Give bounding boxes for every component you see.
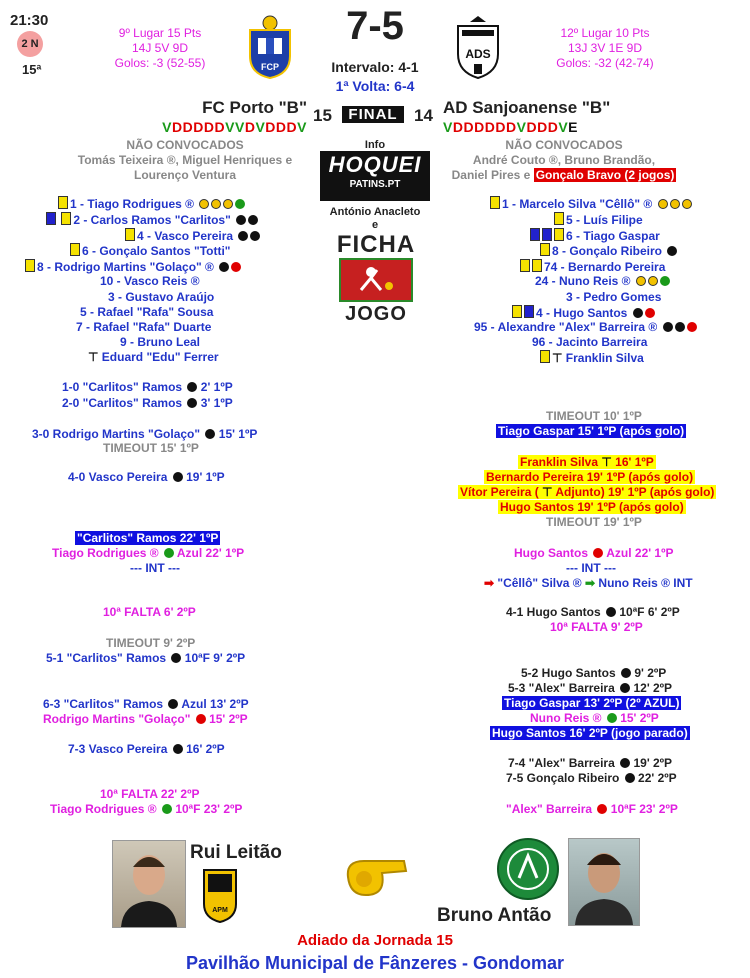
venue: Pavilhão Municipal de Fânzeres - Gondomar: [185, 953, 565, 973]
form-result: D: [547, 119, 559, 135]
blue-card-icon: [530, 228, 540, 241]
home-timeout: TIMEOUT 15' 1ºP: [103, 441, 199, 455]
form-result: D: [265, 119, 276, 135]
blue-card-icon: [46, 212, 56, 225]
away-event: Nuno Reis ® 15' 2ºP: [530, 711, 659, 725]
home-team-name: FC Porto "B": [202, 98, 307, 117]
ficha-label: FICHA: [336, 231, 416, 258]
fc-porto-crest-icon: [246, 14, 294, 85]
sub-in-icon: ➡: [585, 576, 596, 590]
home-player-row: ⊤ Eduard "Edu" Ferrer: [88, 350, 219, 364]
away-player-row: [520, 259, 665, 274]
home-player-row: [120, 335, 200, 349]
form-result: V: [516, 119, 527, 135]
home-player-row: [108, 290, 214, 304]
player-name: Eduard "Edu" Ferrer: [101, 350, 219, 364]
away-event: 7-5 Gonçalo Ribeiro 22' 2ºP: [506, 771, 677, 785]
form-result: D: [275, 119, 287, 135]
player-name: 8 - Gonçalo Ribeiro: [552, 244, 663, 258]
away-nao-convocados: [378, 138, 750, 183]
ficha-jogo-logo: [322, 232, 430, 328]
section-title: NÃO CONVOCADOS: [505, 138, 623, 152]
interval-marker: --- INT ---: [566, 561, 616, 575]
ficha-player-icon: [339, 258, 413, 302]
away-event: 4-1 Hugo Santos 10ªF 6' 2ºP: [506, 605, 680, 619]
away-blue-card-event: Tiago Gaspar 13' 2ºP (2º AZUL): [504, 696, 680, 710]
home-player-row: [80, 305, 213, 319]
away-ranking: 14: [414, 106, 433, 125]
card-icon: [61, 212, 71, 225]
player-name: 74 - Bernardo Pereira: [544, 260, 666, 274]
postponed-note: Adiado da Jornada 15: [297, 932, 453, 949]
player-name: 2 - Carlos Ramos "Carlitos": [73, 213, 231, 227]
section-title: NÃO CONVOCADOS: [126, 138, 244, 152]
goal-icon: [682, 199, 692, 209]
away-red-card-event: Vítor Pereira ( ⊤ Adjunto) 19' 1ºP (após golo): [460, 485, 715, 499]
red-card-icon: [645, 308, 655, 318]
blue-card-icon: [524, 305, 534, 318]
referee2-name: Bruno Antão: [437, 905, 552, 926]
away-logo-text: ADS: [465, 47, 491, 61]
away-player-row: ⊤ Franklin Silva: [540, 350, 644, 365]
player-name: 9 - Bruno Leal: [120, 335, 201, 349]
form-result: D: [182, 119, 194, 135]
home-event: Tiago Rodrigues ® 10ªF 23' 2ºP: [50, 802, 243, 816]
form-result: D: [495, 119, 506, 135]
goal-icon: [667, 246, 677, 256]
green-card-icon: [660, 276, 670, 286]
form-result: D: [537, 119, 548, 135]
apm-badge-text: APM: [212, 907, 228, 914]
green-card-icon: [235, 199, 245, 209]
form-result: V: [297, 119, 307, 135]
nao-convocados-line: André Couto ®, Bruno Brandão,: [472, 153, 656, 167]
goal-icon: [199, 199, 209, 209]
suspended-player: Gonçalo Bravo (2 jogos): [535, 168, 675, 182]
goal-icon: [636, 276, 646, 286]
goal-icon: [606, 607, 616, 617]
card-icon: [58, 196, 68, 209]
svg-text:FCP: FCP: [261, 62, 279, 72]
final-score: 7-5: [346, 4, 404, 48]
goal-icon: [219, 262, 229, 272]
goal-icon: [187, 382, 197, 392]
goal-icon: [238, 231, 248, 241]
form-result: D: [463, 119, 475, 135]
away-player-row: [554, 212, 643, 227]
away-red-card-event: Bernardo Pereira 19' 1ºP (após golo): [486, 470, 694, 484]
player-name: 24 - Nuno Reis ®: [535, 274, 631, 288]
blue-card-icon: [542, 228, 552, 241]
card-icon: [532, 259, 542, 272]
referee2-photo: [568, 838, 640, 926]
jogo-label: JOGO: [345, 303, 407, 325]
goal-icon: [236, 215, 246, 225]
form-result: V: [443, 119, 453, 135]
card-icon: [554, 228, 564, 241]
goal-icon: [173, 472, 183, 482]
away-stats-line: 13J 3V 1E 9D: [567, 41, 643, 55]
goal-icon: [621, 668, 631, 678]
home-stats-line: Golos: -3 (52-55): [114, 56, 206, 70]
red-card-icon: [593, 548, 603, 558]
home-foul: 10ª FALTA 6' 2ºP: [103, 605, 196, 619]
goal-icon: [675, 322, 685, 332]
ap-lisboa-badge-icon: [497, 838, 559, 900]
nao-convocados-line: Daniel Pires e: [451, 168, 531, 182]
first-leg-score: 1ª Volta: 6-4: [335, 78, 415, 94]
substitution-event: ➡ "Cêllô" Silva ® ➡ Nuno Reis ® INT: [484, 576, 693, 590]
player-name: 4 - Vasco Pereira: [137, 229, 234, 243]
goal-icon: [250, 231, 260, 241]
player-name: 95 - Alexandre "Alex" Barreira ®: [474, 320, 658, 334]
away-event: 5-3 "Alex" Barreira 12' 2ºP: [508, 681, 673, 695]
player-name: 1 - Tiago Rodrigues ®: [70, 197, 194, 211]
goal-icon: [187, 398, 197, 408]
form-result: D: [244, 119, 256, 135]
home-event: Rodrigo Martins "Golaço" 15' 2ºP: [43, 712, 248, 726]
card-icon: [490, 196, 500, 209]
goal-icon: [211, 199, 221, 209]
away-player-row: [566, 290, 661, 304]
away-event: 7-4 "Alex" Barreira 19' 2ºP: [508, 756, 673, 770]
card-icon: [554, 212, 564, 225]
round-badge: 2 N: [17, 31, 43, 57]
home-player-row: [25, 259, 241, 274]
goal-icon: [633, 308, 643, 318]
away-player-row: [490, 196, 692, 211]
away-team-name: AD Sanjoanense "B": [443, 98, 611, 117]
player-name: 10 - Vasco Reis ®: [100, 274, 200, 288]
form-result: D: [172, 119, 183, 135]
home-event: 2-0 "Carlitos" Ramos 3' 1ºP: [62, 396, 233, 410]
player-name: 6 - Gonçalo Santos "Totti": [82, 244, 231, 258]
home-form: [162, 119, 307, 135]
form-result: V: [225, 119, 235, 135]
card-icon: [125, 228, 135, 241]
form-result: D: [214, 119, 226, 135]
sub-out-icon: ➡: [484, 576, 495, 590]
away-player-row: [512, 305, 655, 320]
form-result: V: [162, 119, 172, 135]
home-event: 5-1 "Carlitos" Ramos 10ªF 9' 2ºP: [46, 651, 246, 665]
home-player-row: [100, 274, 200, 288]
away-player-row: [535, 274, 670, 288]
home-nao-convocados: [0, 138, 370, 183]
form-result: D: [526, 119, 538, 135]
form-result: D: [505, 119, 517, 135]
round-position: 15ª: [22, 62, 42, 77]
card-icon: [512, 305, 522, 318]
goal-icon: [625, 773, 635, 783]
form-result: D: [474, 119, 485, 135]
form-result: D: [484, 119, 496, 135]
form-result: D: [286, 119, 298, 135]
hoquei-logo-text: HOQUEI: [328, 152, 422, 177]
home-event: 6-3 "Carlitos" Ramos Azul 13' 2ºP: [43, 697, 249, 711]
player-name: 5 - Luís Filipe: [566, 213, 643, 227]
red-card-icon: [231, 262, 241, 272]
card-icon: [70, 243, 80, 256]
interval-marker: --- INT ---: [130, 561, 180, 575]
away-event: "Alex" Barreira 10ªF 23' 2ºP: [506, 802, 678, 816]
card-icon: [25, 259, 35, 272]
player-name: 3 - Gustavo Araújo: [108, 290, 215, 304]
player-name: 6 - Tiago Gaspar: [566, 229, 660, 243]
away-player-row: [532, 335, 647, 349]
form-result: V: [558, 119, 569, 135]
home-timeout: TIMEOUT 9' 2ºP: [106, 636, 196, 650]
nao-convocados-line: Tomás Teixeira ®, Miguel Henriques e: [77, 153, 293, 167]
away-form: [443, 119, 578, 135]
goal-icon: [173, 744, 183, 754]
form-result: V: [255, 119, 266, 135]
goal-icon: [223, 199, 233, 209]
green-card-icon: [607, 713, 617, 723]
home-player-row: [125, 228, 260, 243]
info-label: Info: [364, 139, 386, 151]
away-red-card-event: Franklin Silva ⊤ 16' 1ºP: [520, 455, 654, 469]
home-ranking: 15: [313, 106, 332, 125]
home-event: 1-0 "Carlitos" Ramos 2' 1ºP: [62, 380, 233, 394]
away-player-row: [530, 228, 660, 243]
home-player-row: [58, 196, 245, 211]
player-name: 3 - Pedro Gomes: [566, 290, 662, 304]
home-event: 4-0 Vasco Pereira 19' 1ºP: [68, 470, 225, 484]
away-player-row: [540, 243, 677, 258]
player-name: 4 - Hugo Santos: [536, 306, 628, 320]
form-result: V: [234, 119, 245, 135]
goal-icon: [620, 758, 630, 768]
goal-icon: [658, 199, 668, 209]
apm-badge-icon: [200, 866, 240, 924]
home-stats-line: 14J 5V 9D: [131, 41, 189, 55]
goal-icon: [648, 276, 658, 286]
red-card-icon: [597, 804, 607, 814]
goal-icon: [205, 429, 215, 439]
away-stats-line: Golos: -32 (42-74): [556, 56, 654, 70]
away-stats: [525, 26, 685, 71]
referee1-name: Rui Leitão: [190, 842, 282, 863]
green-card-icon: [164, 548, 174, 558]
card-icon: [540, 243, 550, 256]
home-player-row: [70, 243, 231, 258]
home-event: 7-3 Vasco Pereira 16' 2ºP: [68, 742, 225, 756]
author-and: e: [371, 219, 379, 231]
author-name: António Anacleto: [329, 206, 421, 218]
hoquei-logo-subtext: PATINS.PT: [349, 179, 401, 190]
away-blue-card-event: Hugo Santos 16' 2ºP (jogo parado): [492, 726, 688, 740]
card-icon: [520, 259, 530, 272]
form-result: D: [203, 119, 215, 135]
home-event: 3-0 Rodrigo Martins "Golaço" 15' 1ºP: [32, 427, 258, 441]
goal-icon: [248, 215, 258, 225]
away-red-card-event: Hugo Santos 19' 1ºP (após golo): [500, 500, 684, 514]
player-name: Franklin Silva: [565, 351, 644, 365]
home-stats-line: 9º Lugar 15 Pts: [118, 26, 202, 40]
form-result: D: [193, 119, 204, 135]
goal-icon: [670, 199, 680, 209]
home-player-row: [46, 212, 258, 227]
away-blue-card-event: Tiago Gaspar 15' 1ºP (após golo): [498, 424, 685, 438]
card-icon: [540, 350, 550, 363]
away-timeout: TIMEOUT 10' 1ºP: [546, 409, 642, 423]
goal-icon: [620, 683, 630, 693]
referee1-photo: [112, 840, 186, 928]
home-stats: [80, 26, 240, 71]
home-blue-card-event: "Carlitos" Ramos 22' 1ºP: [77, 531, 219, 545]
green-card-icon: [162, 804, 172, 814]
away-stats-line: 12º Lugar 10 Pts: [560, 26, 650, 40]
home-player-row: [76, 320, 211, 334]
halftime-score: Intervalo: 4-1: [331, 59, 419, 75]
away-event: Hugo Santos Azul 22' 1ºP: [514, 546, 674, 560]
away-event: 5-2 Hugo Santos 9' 2ºP: [521, 666, 667, 680]
final-badge: FINAL: [342, 106, 404, 123]
home-foul: 10ª FALTA 22' 2ºP: [100, 787, 200, 801]
match-time: 21:30: [10, 12, 49, 29]
goal-icon: [663, 322, 673, 332]
whistle-icon: [342, 855, 412, 905]
home-event: Tiago Rodrigues ® Azul 22' 1ºP: [52, 546, 245, 560]
goal-icon: [171, 653, 181, 663]
goal-icon: [168, 699, 178, 709]
nao-convocados-line: Lourenço Ventura: [133, 168, 237, 182]
player-name: 8 - Rodrigo Martins "Golaço" ®: [37, 260, 214, 274]
player-name: 5 - Rafael "Rafa" Sousa: [80, 305, 214, 319]
form-result: E: [568, 119, 578, 135]
red-card-icon: [196, 714, 206, 724]
player-name: 1 - Marcelo Silva "Cêllô" ®: [502, 197, 653, 211]
player-name: 7 - Rafael "Rafa" Duarte: [76, 320, 212, 334]
away-timeout: TIMEOUT 19' 1ºP: [546, 515, 642, 529]
away-foul: 10ª FALTA 9' 2ºP: [550, 620, 643, 634]
away-player-row: [474, 320, 697, 334]
form-result: D: [452, 119, 464, 135]
red-card-icon: [687, 322, 697, 332]
player-name: 96 - Jacinto Barreira: [532, 335, 648, 349]
ads-crest-icon: [452, 14, 504, 85]
